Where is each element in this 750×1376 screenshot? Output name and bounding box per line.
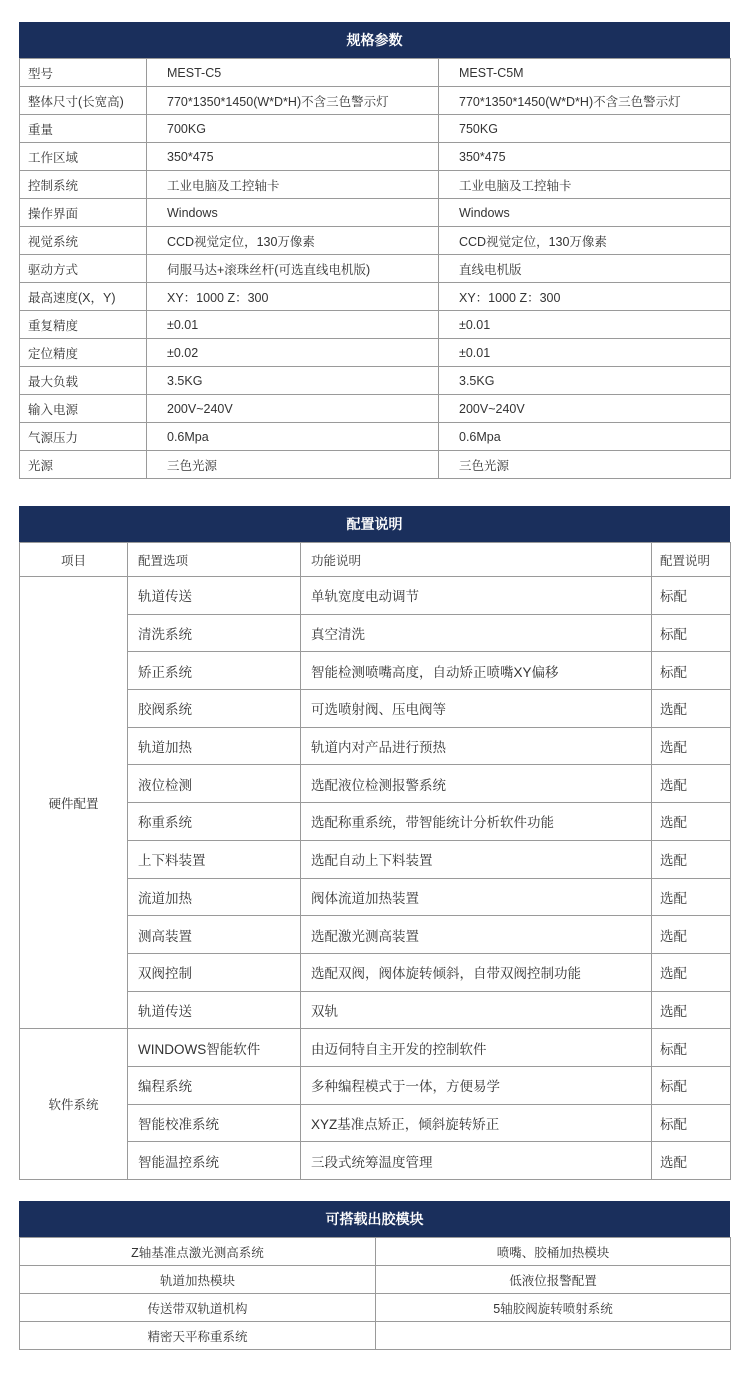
spec-value-c5m: 工业电脑及工控轴卡 [439, 171, 731, 199]
config-function: 轨道内对产品进行预热 [301, 727, 652, 765]
config-function: 选配激光测高装置 [301, 916, 652, 954]
config-function: 多种编程模式于一体，方便易学 [301, 1066, 652, 1104]
spec-value-c5m: 三色光源 [439, 451, 731, 479]
config-header-item: 项目 [20, 543, 128, 577]
spec-row [20, 423, 731, 451]
modules-title: 可搭载出胶模块 [19, 1201, 730, 1237]
config-type: 标配 [652, 1029, 731, 1067]
config-option: 智能温控系统 [128, 1142, 301, 1180]
spec-value-c5m: 0.6Mpa [439, 423, 731, 451]
config-option: 液位检测 [128, 765, 301, 803]
spec-value-c5: XY：1000 Z：300 [147, 283, 439, 311]
spec-row [20, 87, 731, 115]
config-option: 称重系统 [128, 803, 301, 841]
config-section [19, 506, 730, 1180]
config-option: 智能校准系统 [128, 1104, 301, 1142]
config-function: 三段式统筹温度管理 [301, 1142, 652, 1180]
module-item: 低液位报警配置 [376, 1266, 731, 1294]
config-type: 标配 [652, 652, 731, 690]
spec-value-c5: Windows [147, 199, 439, 227]
spec-label: 重量 [20, 115, 147, 143]
config-row [20, 577, 731, 615]
config-function: XYZ基准点矫正，倾斜旋转矫正 [301, 1104, 652, 1142]
spec-title: 规格参数 [19, 22, 730, 58]
spec-value-c5m: ±0.01 [439, 339, 731, 367]
spec-label: 重复精度 [20, 311, 147, 339]
module-item [376, 1322, 731, 1350]
module-item: 5轴胶阀旋转喷射系统 [376, 1294, 731, 1322]
config-function: 选配液位检测报警系统 [301, 765, 652, 803]
spec-value-c5m: CCD视觉定位，130万像素 [439, 227, 731, 255]
spec-section [19, 22, 730, 479]
config-option: 轨道传送 [128, 991, 301, 1029]
spec-label: 光源 [20, 451, 147, 479]
config-type: 选配 [652, 840, 731, 878]
module-row [20, 1238, 731, 1266]
module-item: 精密天平称重系统 [20, 1322, 376, 1350]
spec-value-c5m: Windows [439, 199, 731, 227]
config-header-type: 配置说明 [652, 543, 731, 577]
config-option: 胶阀系统 [128, 690, 301, 728]
spec-value-c5m: XY：1000 Z：300 [439, 283, 731, 311]
config-function: 选配自动上下料装置 [301, 840, 652, 878]
spec-label: 输入电源 [20, 395, 147, 423]
config-type: 选配 [652, 878, 731, 916]
config-function: 真空清洗 [301, 614, 652, 652]
spec-value-c5: ±0.01 [147, 311, 439, 339]
config-table [19, 542, 731, 1180]
spec-value-c5m: 770*1350*1450(W*D*H)不含三色警示灯 [439, 87, 731, 115]
config-option: 矫正系统 [128, 652, 301, 690]
spec-row [20, 227, 731, 255]
module-row [20, 1294, 731, 1322]
config-function: 单轨宽度电动调节 [301, 577, 652, 615]
module-item: 传送带双轨道机构 [20, 1294, 376, 1322]
config-group-name: 硬件配置 [20, 577, 128, 1029]
config-type: 选配 [652, 953, 731, 991]
spec-table [19, 58, 731, 479]
config-option: 测高装置 [128, 916, 301, 954]
spec-value-c5: 200V~240V [147, 395, 439, 423]
spec-label: 操作界面 [20, 199, 147, 227]
config-option: 轨道传送 [128, 577, 301, 615]
spec-value-c5m: 3.5KG [439, 367, 731, 395]
spec-value-c5m: 直线电机版 [439, 255, 731, 283]
spec-label: 整体尺寸(长宽高) [20, 87, 147, 115]
spec-value-c5: 伺服马达+滚珠丝杆(可选直线电机版) [147, 255, 439, 283]
spec-label: 驱动方式 [20, 255, 147, 283]
config-type: 标配 [652, 1066, 731, 1104]
spec-row [20, 199, 731, 227]
module-item: 喷嘴、胶桶加热模块 [376, 1238, 731, 1266]
config-group-name: 软件系统 [20, 1029, 128, 1180]
config-option: 上下料装置 [128, 840, 301, 878]
config-option: 编程系统 [128, 1066, 301, 1104]
spec-value-c5: 三色光源 [147, 451, 439, 479]
spec-row [20, 367, 731, 395]
config-type: 选配 [652, 991, 731, 1029]
spec-row [20, 143, 731, 171]
spec-label: 最大负载 [20, 367, 147, 395]
spec-value-c5m: MEST-C5M [439, 59, 731, 87]
module-row [20, 1266, 731, 1294]
spec-row [20, 311, 731, 339]
config-function: 双轨 [301, 991, 652, 1029]
spec-value-c5: CCD视觉定位，130万像素 [147, 227, 439, 255]
spec-row [20, 115, 731, 143]
spec-label: 气源压力 [20, 423, 147, 451]
config-type: 标配 [652, 614, 731, 652]
spec-label: 工作区域 [20, 143, 147, 171]
spec-value-c5: 工业电脑及工控轴卡 [147, 171, 439, 199]
config-function: 智能检测喷嘴高度，自动矫正喷嘴XY偏移 [301, 652, 652, 690]
spec-label: 最高速度(X，Y) [20, 283, 147, 311]
module-row [20, 1322, 731, 1350]
config-function: 选配称重系统，带智能统计分析软件功能 [301, 803, 652, 841]
config-option: 双阀控制 [128, 953, 301, 991]
config-type: 选配 [652, 765, 731, 803]
spec-value-c5: ±0.02 [147, 339, 439, 367]
config-option: WINDOWS智能软件 [128, 1029, 301, 1067]
config-title: 配置说明 [19, 506, 730, 542]
config-function: 可选喷射阀、压电阀等 [301, 690, 652, 728]
config-header-function: 功能说明 [301, 543, 652, 577]
spec-value-c5: 0.6Mpa [147, 423, 439, 451]
spec-value-c5m: 750KG [439, 115, 731, 143]
config-type: 标配 [652, 1104, 731, 1142]
spec-label: 定位精度 [20, 339, 147, 367]
spec-value-c5: 3.5KG [147, 367, 439, 395]
spec-row [20, 59, 731, 87]
spec-value-c5m: 200V~240V [439, 395, 731, 423]
spec-row [20, 339, 731, 367]
spec-label: 视觉系统 [20, 227, 147, 255]
config-option: 清洗系统 [128, 614, 301, 652]
spec-row [20, 451, 731, 479]
config-header-option: 配置选项 [128, 543, 301, 577]
config-function: 选配双阀，阀体旋转倾斜，自带双阀控制功能 [301, 953, 652, 991]
config-header-row [20, 543, 731, 577]
spec-label: 控制系统 [20, 171, 147, 199]
spec-value-c5: 350*475 [147, 143, 439, 171]
spec-value-c5m: ±0.01 [439, 311, 731, 339]
config-type: 选配 [652, 916, 731, 954]
modules-table [19, 1237, 731, 1350]
module-item: 轨道加热模块 [20, 1266, 376, 1294]
config-row [20, 1029, 731, 1067]
modules-section [19, 1201, 730, 1350]
spec-value-c5m: 350*475 [439, 143, 731, 171]
config-type: 标配 [652, 577, 731, 615]
config-type: 选配 [652, 803, 731, 841]
spec-value-c5: MEST-C5 [147, 59, 439, 87]
config-option: 轨道加热 [128, 727, 301, 765]
config-type: 选配 [652, 727, 731, 765]
config-type: 选配 [652, 690, 731, 728]
spec-value-c5: 700KG [147, 115, 439, 143]
spec-row [20, 171, 731, 199]
spec-value-c5: 770*1350*1450(W*D*H)不含三色警示灯 [147, 87, 439, 115]
spec-row [20, 255, 731, 283]
config-function: 由迈伺特自主开发的控制软件 [301, 1029, 652, 1067]
spec-label: 型号 [20, 59, 147, 87]
spec-row [20, 395, 731, 423]
config-function: 阀体流道加热装置 [301, 878, 652, 916]
module-item: Z轴基准点激光测高系统 [20, 1238, 376, 1266]
config-option: 流道加热 [128, 878, 301, 916]
config-type: 选配 [652, 1142, 731, 1180]
spec-row [20, 283, 731, 311]
